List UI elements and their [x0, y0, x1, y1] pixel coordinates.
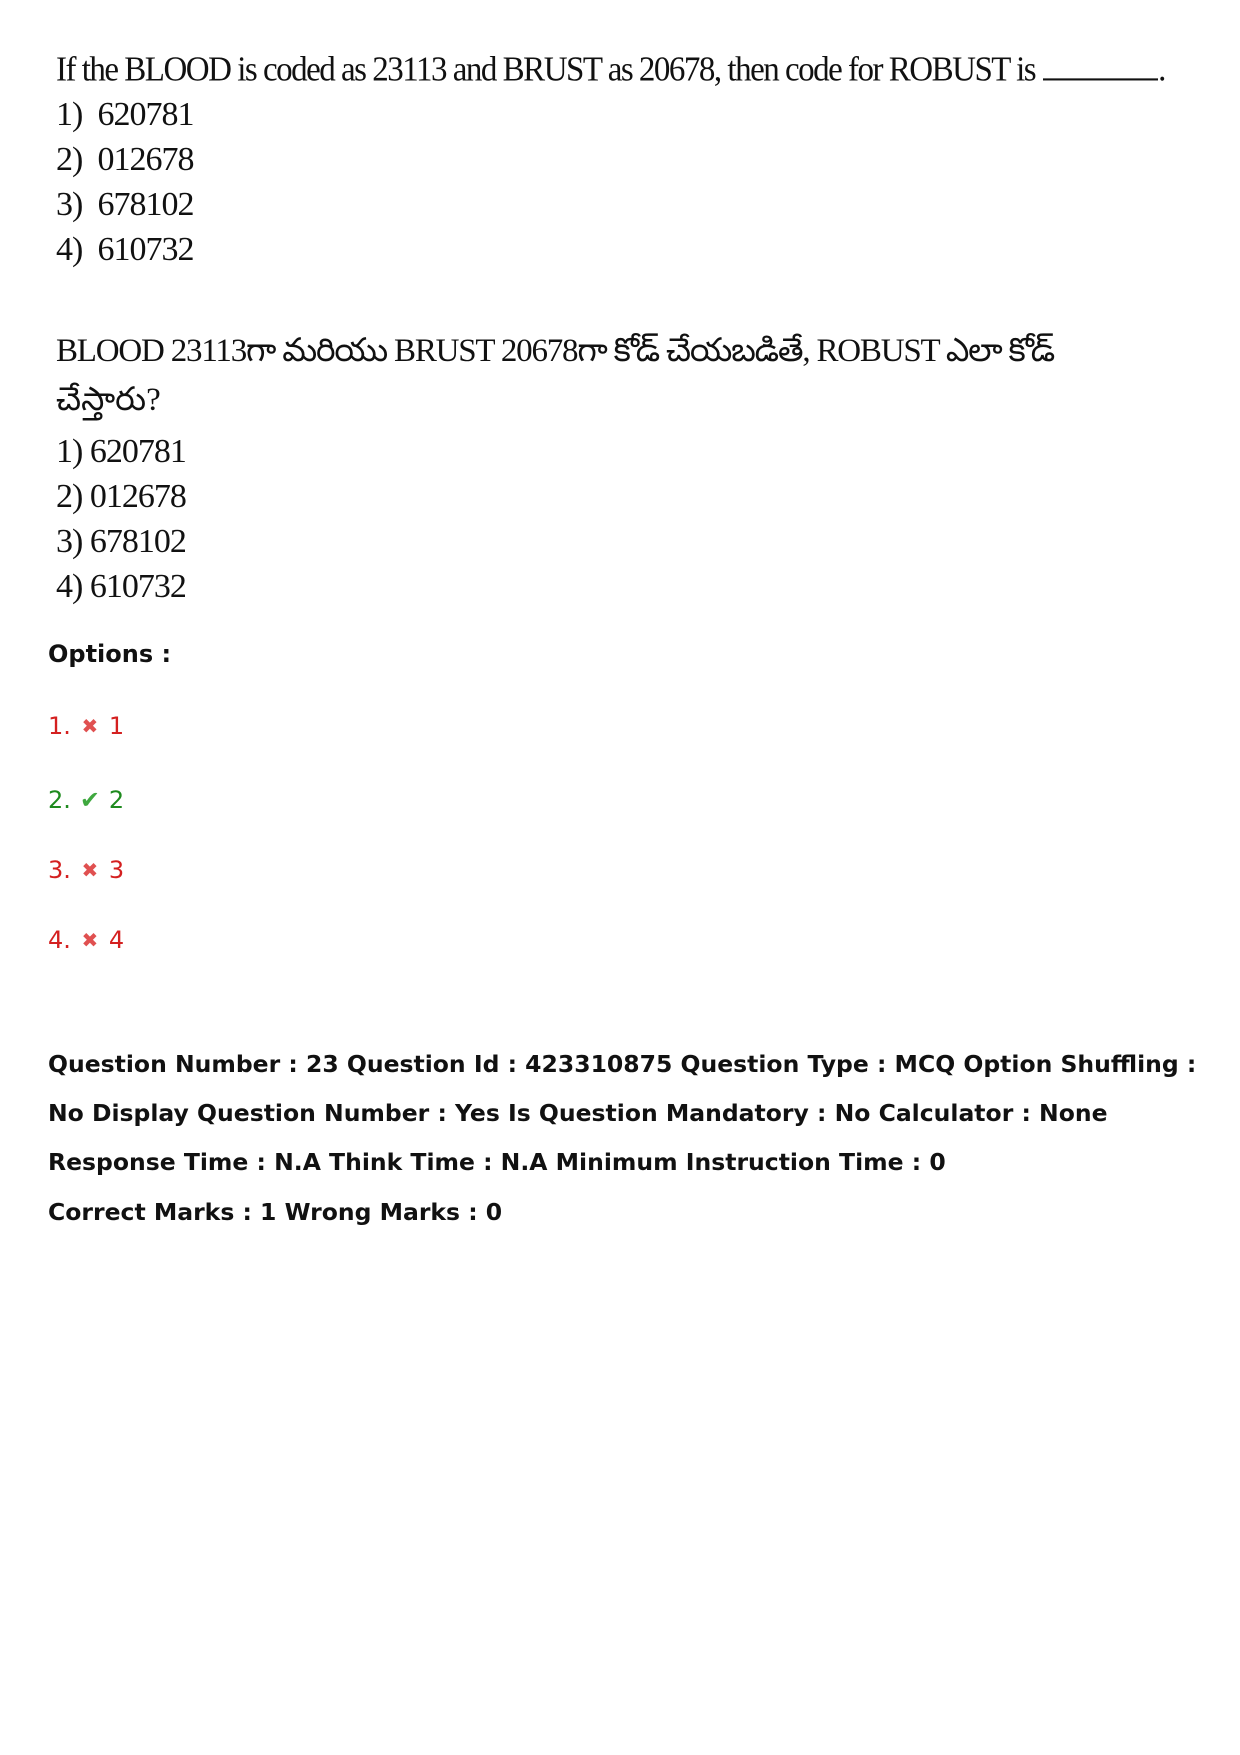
english-option-2: 2) 012678	[56, 141, 194, 178]
choice-number: 1.	[48, 712, 71, 740]
english-option-4: 4) 610732	[56, 231, 194, 268]
telugu-option-2: 2) 012678	[56, 478, 186, 515]
choice-value: 2	[108, 786, 125, 814]
telugu-option-1: 1) 620781	[56, 433, 186, 470]
choice-4	[48, 926, 124, 954]
choice-number: 3.	[48, 856, 71, 884]
choice-number: 2.	[48, 786, 71, 814]
english-option-3: 3) 678102	[56, 186, 194, 223]
cross-icon: ✖	[81, 928, 99, 952]
question-image-english	[56, 52, 1165, 269]
question-stem-english: If the BLOOD is coded as 23113 and BRUST as 20678, then code for ROBUST is .	[56, 51, 1165, 89]
choice-2	[48, 786, 124, 814]
question-metadata: Question Number : 23 Question Id : 423310875 Question Type : MCQ Option Shuffling : No Display Question Number : Yes Is Question Mandatory : No Calculator : None Response Time : N.A Think Time : N.A Minimum Instruction Time : 0	[48, 1050, 1197, 1176]
english-option-1: 1) 620781	[56, 96, 194, 133]
choice-value: 4	[108, 926, 125, 954]
cross-icon: ✖	[81, 714, 99, 738]
choice-3	[48, 856, 124, 884]
choice-value: 3	[108, 856, 125, 884]
check-icon: ✔	[79, 786, 100, 814]
question-image-telugu	[56, 332, 1054, 606]
cross-icon: ✖	[81, 858, 99, 882]
question-stem-telugu: BLOOD 23113గా మరియు BRUST 20678గా కోడ్ చేయబడితే, ROBUST ఎలా కోడ్	[56, 333, 1054, 369]
choice-number: 4.	[48, 926, 71, 954]
answer-blank	[1043, 51, 1158, 80]
telugu-option-3: 3) 678102	[56, 523, 186, 560]
choice-value: 1	[108, 712, 125, 740]
options-heading: Options :	[48, 640, 172, 668]
question-stem-telugu-line2: చేస్తారు?	[56, 382, 161, 418]
marks-info: Correct Marks : 1 Wrong Marks : 0	[48, 1198, 503, 1226]
choice-1	[48, 712, 124, 740]
telugu-option-4: 4) 610732	[56, 568, 186, 605]
